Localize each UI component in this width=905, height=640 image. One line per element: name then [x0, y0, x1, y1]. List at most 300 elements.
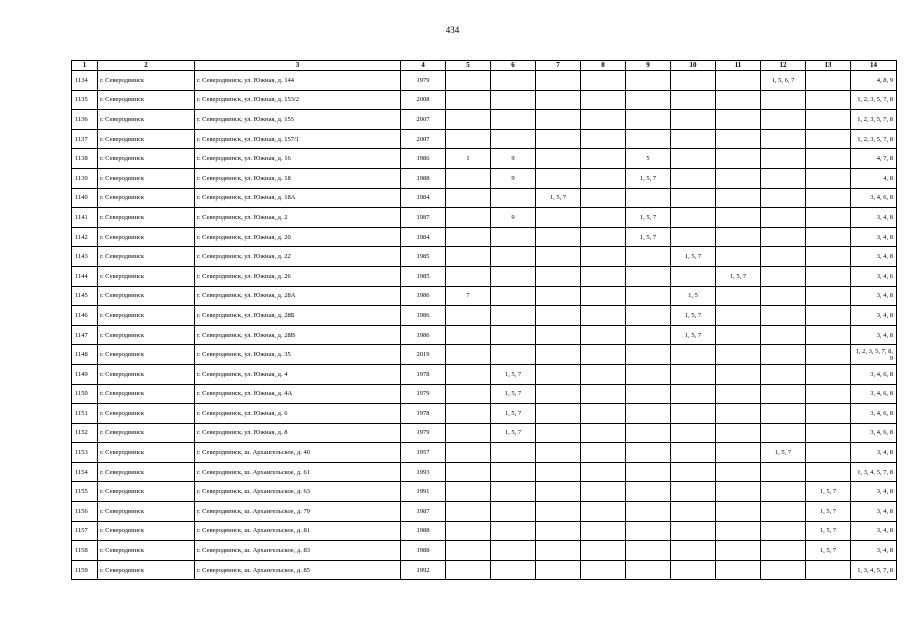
table-row: [72, 286, 897, 306]
col-header: 14: [851, 61, 897, 71]
table-cell: г. Северодвинск: [98, 404, 195, 424]
table-cell: 1, 2, 3, 5, 7, 8, 9: [851, 345, 897, 365]
table-cell: [581, 364, 626, 384]
table-cell: [671, 502, 716, 522]
table-cell: г. Северодвинск: [98, 188, 195, 208]
table-cell: г. Северодвинск: [98, 443, 195, 463]
table-cell: [581, 423, 626, 443]
table-cell: [491, 266, 536, 286]
table-cell: [716, 443, 761, 463]
table-cell: [716, 384, 761, 404]
table-cell: [581, 325, 626, 345]
table-cell: [806, 149, 851, 169]
table-cell: г. Северодвинск: [98, 149, 195, 169]
table-cell: 1, 5, 7: [491, 364, 536, 384]
table-cell: 1153: [72, 443, 98, 463]
table-cell: [716, 286, 761, 306]
table-cell: [581, 560, 626, 580]
table-cell: 1145: [72, 286, 98, 306]
table-cell: [716, 110, 761, 130]
col-header: 9: [626, 61, 671, 71]
table-cell: [581, 502, 626, 522]
table-cell: г. Северодвинск: [98, 266, 195, 286]
table-cell: [671, 266, 716, 286]
table-cell: 1, 5, 7: [806, 502, 851, 522]
table-cell: [536, 423, 581, 443]
table-cell: [716, 208, 761, 228]
table-cell: 1985: [401, 266, 446, 286]
table-cell: 1146: [72, 306, 98, 326]
table-cell: [671, 443, 716, 463]
table-cell: г. Северодвинск: [98, 364, 195, 384]
table-cell: 1, 5, 7: [491, 384, 536, 404]
table-cell: [626, 404, 671, 424]
table-cell: [446, 247, 491, 267]
table-body: [72, 71, 897, 580]
table-cell: 1, 5, 7: [716, 266, 761, 286]
table-cell: г. Северодвинск, ул. Южная, д. 28В: [195, 325, 401, 345]
table-cell: 1159: [72, 560, 98, 580]
table-cell: [581, 541, 626, 561]
table-cell: г. Северодвинск: [98, 71, 195, 91]
table-cell: 3, 4, 8: [851, 227, 897, 247]
table-cell: 1988: [401, 541, 446, 561]
table-cell: [716, 404, 761, 424]
table-cell: г. Северодвинск: [98, 502, 195, 522]
table-cell: [581, 306, 626, 326]
table-cell: [626, 325, 671, 345]
table-cell: [761, 462, 806, 482]
table-cell: [806, 462, 851, 482]
table-row: [72, 404, 897, 424]
table-cell: [581, 286, 626, 306]
table-cell: [761, 208, 806, 228]
table-cell: г. Северодвинск, ш. Архангельское, д. 61: [195, 462, 401, 482]
col-header: 10: [671, 61, 716, 71]
table-cell: [716, 541, 761, 561]
table-cell: [716, 521, 761, 541]
table-cell: [536, 306, 581, 326]
table-cell: [761, 149, 806, 169]
table-cell: [806, 306, 851, 326]
table-cell: [536, 286, 581, 306]
table-cell: [671, 227, 716, 247]
table-cell: 1978: [401, 364, 446, 384]
table-cell: [491, 227, 536, 247]
table-cell: 2008: [401, 90, 446, 110]
table-row: [72, 247, 897, 267]
table-cell: [581, 482, 626, 502]
table-cell: [671, 345, 716, 365]
table-cell: г. Северодвинск, ул. Южная, д. 35: [195, 345, 401, 365]
table-cell: [491, 110, 536, 130]
table-cell: 1, 5, 7: [626, 168, 671, 188]
table-cell: 1984: [401, 227, 446, 247]
table-cell: 1984: [401, 188, 446, 208]
table-cell: [581, 129, 626, 149]
table-cell: [581, 208, 626, 228]
table-cell: 1, 5, 7: [761, 443, 806, 463]
table-cell: г. Северодвинск, ул. Южная, д. 153/2: [195, 90, 401, 110]
table-cell: [761, 110, 806, 130]
table-cell: г. Северодвинск, ш. Архангельское, д. 81: [195, 521, 401, 541]
table-cell: 1156: [72, 502, 98, 522]
table-cell: г. Северодвинск: [98, 560, 195, 580]
table-cell: г. Северодвинск: [98, 247, 195, 267]
table-cell: 1150: [72, 384, 98, 404]
table-cell: [446, 188, 491, 208]
page-number: 434: [445, 25, 460, 35]
table-cell: [671, 149, 716, 169]
table-cell: г. Северодвинск, ул. Южная, д. 4А: [195, 384, 401, 404]
table-cell: г. Северодвинск: [98, 286, 195, 306]
table-cell: [671, 364, 716, 384]
table-cell: [536, 404, 581, 424]
table-cell: [806, 129, 851, 149]
table-cell: 3, 4, 6, 8: [851, 423, 897, 443]
table-row: [72, 541, 897, 561]
table-cell: г. Северодвинск: [98, 345, 195, 365]
table-cell: [536, 110, 581, 130]
table-cell: 4, 7, 8: [851, 149, 897, 169]
table-cell: г. Северодвинск, ул. Южная, д. 22: [195, 247, 401, 267]
table-cell: [716, 462, 761, 482]
col-header: 4: [401, 61, 446, 71]
table-cell: [671, 404, 716, 424]
table-cell: [446, 227, 491, 247]
table-cell: [671, 423, 716, 443]
table-cell: [446, 560, 491, 580]
table-cell: 1158: [72, 541, 98, 561]
table-cell: г. Северодвинск, ш. Архангельское, д. 83: [195, 541, 401, 561]
table-cell: [716, 129, 761, 149]
table-cell: [491, 306, 536, 326]
table-row: [72, 90, 897, 110]
table-cell: 1, 5, 7: [536, 188, 581, 208]
table-cell: [761, 423, 806, 443]
table-cell: 9: [491, 208, 536, 228]
table-cell: 1, 5, 7: [806, 521, 851, 541]
table-cell: [446, 129, 491, 149]
col-header: 5: [446, 61, 491, 71]
table-cell: 4, 8, 9: [851, 71, 897, 91]
table-cell: [491, 345, 536, 365]
table-cell: 3, 4, 8: [851, 443, 897, 463]
table-cell: г. Северодвинск, ш. Архангельское, д. 63: [195, 482, 401, 502]
table-cell: [446, 423, 491, 443]
table-cell: г. Северодвинск: [98, 208, 195, 228]
table-cell: 1149: [72, 364, 98, 384]
table-cell: [761, 482, 806, 502]
table-cell: [536, 345, 581, 365]
table-cell: [671, 168, 716, 188]
table-cell: г. Северодвинск, ул. Южная, д. 157/1: [195, 129, 401, 149]
table-cell: [716, 560, 761, 580]
table-cell: 1957: [401, 443, 446, 463]
table-cell: [491, 502, 536, 522]
table-cell: [806, 247, 851, 267]
table-cell: [806, 266, 851, 286]
table-cell: [716, 90, 761, 110]
table-cell: [626, 306, 671, 326]
table-cell: [536, 462, 581, 482]
table-cell: 2007: [401, 110, 446, 130]
table-cell: 1151: [72, 404, 98, 424]
table-cell: г. Северодвинск, ул. Южная, д. 20: [195, 227, 401, 247]
table-cell: [536, 325, 581, 345]
table-cell: 3, 4, 8: [851, 247, 897, 267]
table-cell: [536, 149, 581, 169]
table-cell: 1985: [401, 247, 446, 267]
table-cell: 3, 4, 8: [851, 482, 897, 502]
table-cell: 3, 4, 8: [851, 521, 897, 541]
table-cell: 2019: [401, 345, 446, 365]
table-cell: [446, 345, 491, 365]
table-cell: [491, 462, 536, 482]
table-cell: г. Северодвинск: [98, 423, 195, 443]
table-cell: [806, 345, 851, 365]
table-cell: [626, 443, 671, 463]
table-cell: 1155: [72, 482, 98, 502]
table-cell: г. Северодвинск, ул. Южная, д. 28Б: [195, 306, 401, 326]
table-row: [72, 384, 897, 404]
table-cell: [491, 90, 536, 110]
table-cell: 1, 5, 7: [491, 404, 536, 424]
table-cell: [761, 560, 806, 580]
table-row: [72, 521, 897, 541]
table-cell: г. Северодвинск, ш. Архангельское, д. 79: [195, 502, 401, 522]
table-cell: 3, 4, 6, 8: [851, 188, 897, 208]
table-cell: [581, 168, 626, 188]
table-row: [72, 502, 897, 522]
table-cell: [716, 423, 761, 443]
table-cell: [806, 443, 851, 463]
table-cell: [626, 521, 671, 541]
table-cell: [446, 482, 491, 502]
table-cell: [671, 129, 716, 149]
col-header: 6: [491, 61, 536, 71]
table-cell: 1137: [72, 129, 98, 149]
table-cell: 1, 5, 7: [671, 306, 716, 326]
table-cell: [446, 325, 491, 345]
table-cell: [626, 462, 671, 482]
table-cell: [761, 90, 806, 110]
table-cell: 9: [491, 168, 536, 188]
table-row: [72, 443, 897, 463]
table-cell: [536, 521, 581, 541]
table-cell: [446, 306, 491, 326]
table-cell: [581, 345, 626, 365]
table-cell: [806, 325, 851, 345]
table-cell: г. Северодвинск: [98, 306, 195, 326]
col-header: 12: [761, 61, 806, 71]
table-cell: [761, 247, 806, 267]
table-cell: [446, 208, 491, 228]
table-cell: 1, 5, 7: [671, 247, 716, 267]
table-row: [72, 227, 897, 247]
table-cell: 1134: [72, 71, 98, 91]
table-cell: [761, 404, 806, 424]
table-row: [72, 462, 897, 482]
table-cell: 3, 4, 8: [851, 286, 897, 306]
table-cell: [491, 286, 536, 306]
table-cell: [761, 168, 806, 188]
table-cell: 1135: [72, 90, 98, 110]
table-cell: [536, 90, 581, 110]
table-cell: [806, 286, 851, 306]
table-row: [72, 168, 897, 188]
table-row: [72, 129, 897, 149]
table-cell: [761, 325, 806, 345]
table-cell: 1, 5, 7: [671, 325, 716, 345]
table-cell: [626, 345, 671, 365]
table-cell: г. Северодвинск, ул. Южная, д. 2: [195, 208, 401, 228]
table-cell: [806, 90, 851, 110]
table-cell: 1, 3, 4, 5, 7, 8: [851, 560, 897, 580]
table-cell: [446, 462, 491, 482]
table-cell: [626, 541, 671, 561]
table-cell: 5: [626, 149, 671, 169]
table-cell: [536, 227, 581, 247]
header-row: [72, 61, 897, 71]
table-cell: [671, 188, 716, 208]
table-cell: 3, 4, 8: [851, 541, 897, 561]
table-cell: [716, 188, 761, 208]
table-cell: [761, 541, 806, 561]
table-cell: [671, 482, 716, 502]
table-cell: [761, 384, 806, 404]
table-cell: г. Северодвинск, ш. Архангельское, д. 85: [195, 560, 401, 580]
table-cell: 3, 4, 6: [851, 266, 897, 286]
table-cell: 1, 5, 6, 7: [761, 71, 806, 91]
table-row: [72, 325, 897, 345]
table-cell: 1991: [401, 482, 446, 502]
table-cell: 9: [491, 149, 536, 169]
table-cell: [536, 443, 581, 463]
table-cell: г. Северодвинск: [98, 90, 195, 110]
col-header: 3: [195, 61, 401, 71]
table-cell: 1978: [401, 404, 446, 424]
table-cell: [806, 560, 851, 580]
table-cell: [806, 364, 851, 384]
table-cell: 1139: [72, 168, 98, 188]
table-cell: [671, 71, 716, 91]
table-cell: 1979: [401, 71, 446, 91]
table-cell: [446, 90, 491, 110]
table-cell: 1, 5, 7: [806, 482, 851, 502]
table-row: [72, 345, 897, 365]
table-cell: г. Северодвинск, ул. Южная, д. 144: [195, 71, 401, 91]
table-cell: 1987: [401, 502, 446, 522]
table-cell: г. Северодвинск: [98, 482, 195, 502]
table-cell: 1, 5, 7: [491, 423, 536, 443]
table-cell: [581, 462, 626, 482]
table-cell: [761, 188, 806, 208]
table-cell: г. Северодвинск: [98, 110, 195, 130]
table-cell: [716, 247, 761, 267]
table-cell: [806, 168, 851, 188]
table-cell: [446, 266, 491, 286]
table-cell: [446, 502, 491, 522]
table-cell: г. Северодвинск, ш. Архангельское, д. 40: [195, 443, 401, 463]
table-cell: [626, 110, 671, 130]
table-cell: [716, 306, 761, 326]
table-cell: [581, 227, 626, 247]
table-cell: [491, 443, 536, 463]
table-cell: [716, 482, 761, 502]
table-cell: 1152: [72, 423, 98, 443]
table-cell: [716, 168, 761, 188]
table-cell: [536, 266, 581, 286]
addresses-table: [71, 60, 897, 580]
table-cell: [581, 71, 626, 91]
table-row: [72, 423, 897, 443]
table-cell: г. Северодвинск: [98, 129, 195, 149]
table-cell: [671, 90, 716, 110]
table-cell: 1, 5, 7: [626, 208, 671, 228]
table-cell: г. Северодвинск, ул. Южная, д. 28А: [195, 286, 401, 306]
table-cell: 1, 5: [671, 286, 716, 306]
table-row: [72, 110, 897, 130]
table-cell: 1, 2, 3, 5, 7, 8: [851, 129, 897, 149]
table-cell: г. Северодвинск, ул. Южная, д. 16: [195, 149, 401, 169]
table-cell: [491, 247, 536, 267]
col-header: 7: [536, 61, 581, 71]
table-cell: [626, 266, 671, 286]
table-cell: 2007: [401, 129, 446, 149]
table-cell: 3, 4, 8: [851, 502, 897, 522]
table-cell: 1986: [401, 149, 446, 169]
table-cell: [581, 266, 626, 286]
table-cell: г. Северодвинск, ул. Южная, д. 155: [195, 110, 401, 130]
table-cell: г. Северодвинск, ул. Южная, д. 6: [195, 404, 401, 424]
table-cell: г. Северодвинск: [98, 325, 195, 345]
table-cell: [536, 247, 581, 267]
table-cell: [536, 560, 581, 580]
table-cell: [446, 168, 491, 188]
table-cell: [446, 404, 491, 424]
table-cell: 3, 4, 8: [851, 208, 897, 228]
table-cell: [671, 560, 716, 580]
table-cell: [446, 110, 491, 130]
table-cell: [536, 541, 581, 561]
table-cell: [626, 90, 671, 110]
table-cell: 1148: [72, 345, 98, 365]
table-cell: 3, 4, 6, 8: [851, 364, 897, 384]
table-cell: 1147: [72, 325, 98, 345]
table-cell: 1143: [72, 247, 98, 267]
table-cell: 1154: [72, 462, 98, 482]
table-cell: 1992: [401, 560, 446, 580]
table-cell: [581, 90, 626, 110]
table-cell: [491, 541, 536, 561]
table-cell: [581, 247, 626, 267]
table-cell: [671, 462, 716, 482]
table-cell: 3, 4, 6, 8: [851, 404, 897, 424]
table-cell: [491, 482, 536, 502]
table-cell: г. Северодвинск, ул. Южная, д. 8: [195, 423, 401, 443]
table-cell: [671, 110, 716, 130]
table-cell: [806, 227, 851, 247]
table-cell: 3, 4, 8: [851, 306, 897, 326]
col-header: 8: [581, 61, 626, 71]
col-header: 11: [716, 61, 761, 71]
table-cell: 1, 2, 3, 5, 7, 8: [851, 90, 897, 110]
table-cell: [536, 482, 581, 502]
table-cell: [626, 502, 671, 522]
table-cell: г. Северодвинск, ул. Южная, д. 4: [195, 364, 401, 384]
table-cell: [626, 247, 671, 267]
